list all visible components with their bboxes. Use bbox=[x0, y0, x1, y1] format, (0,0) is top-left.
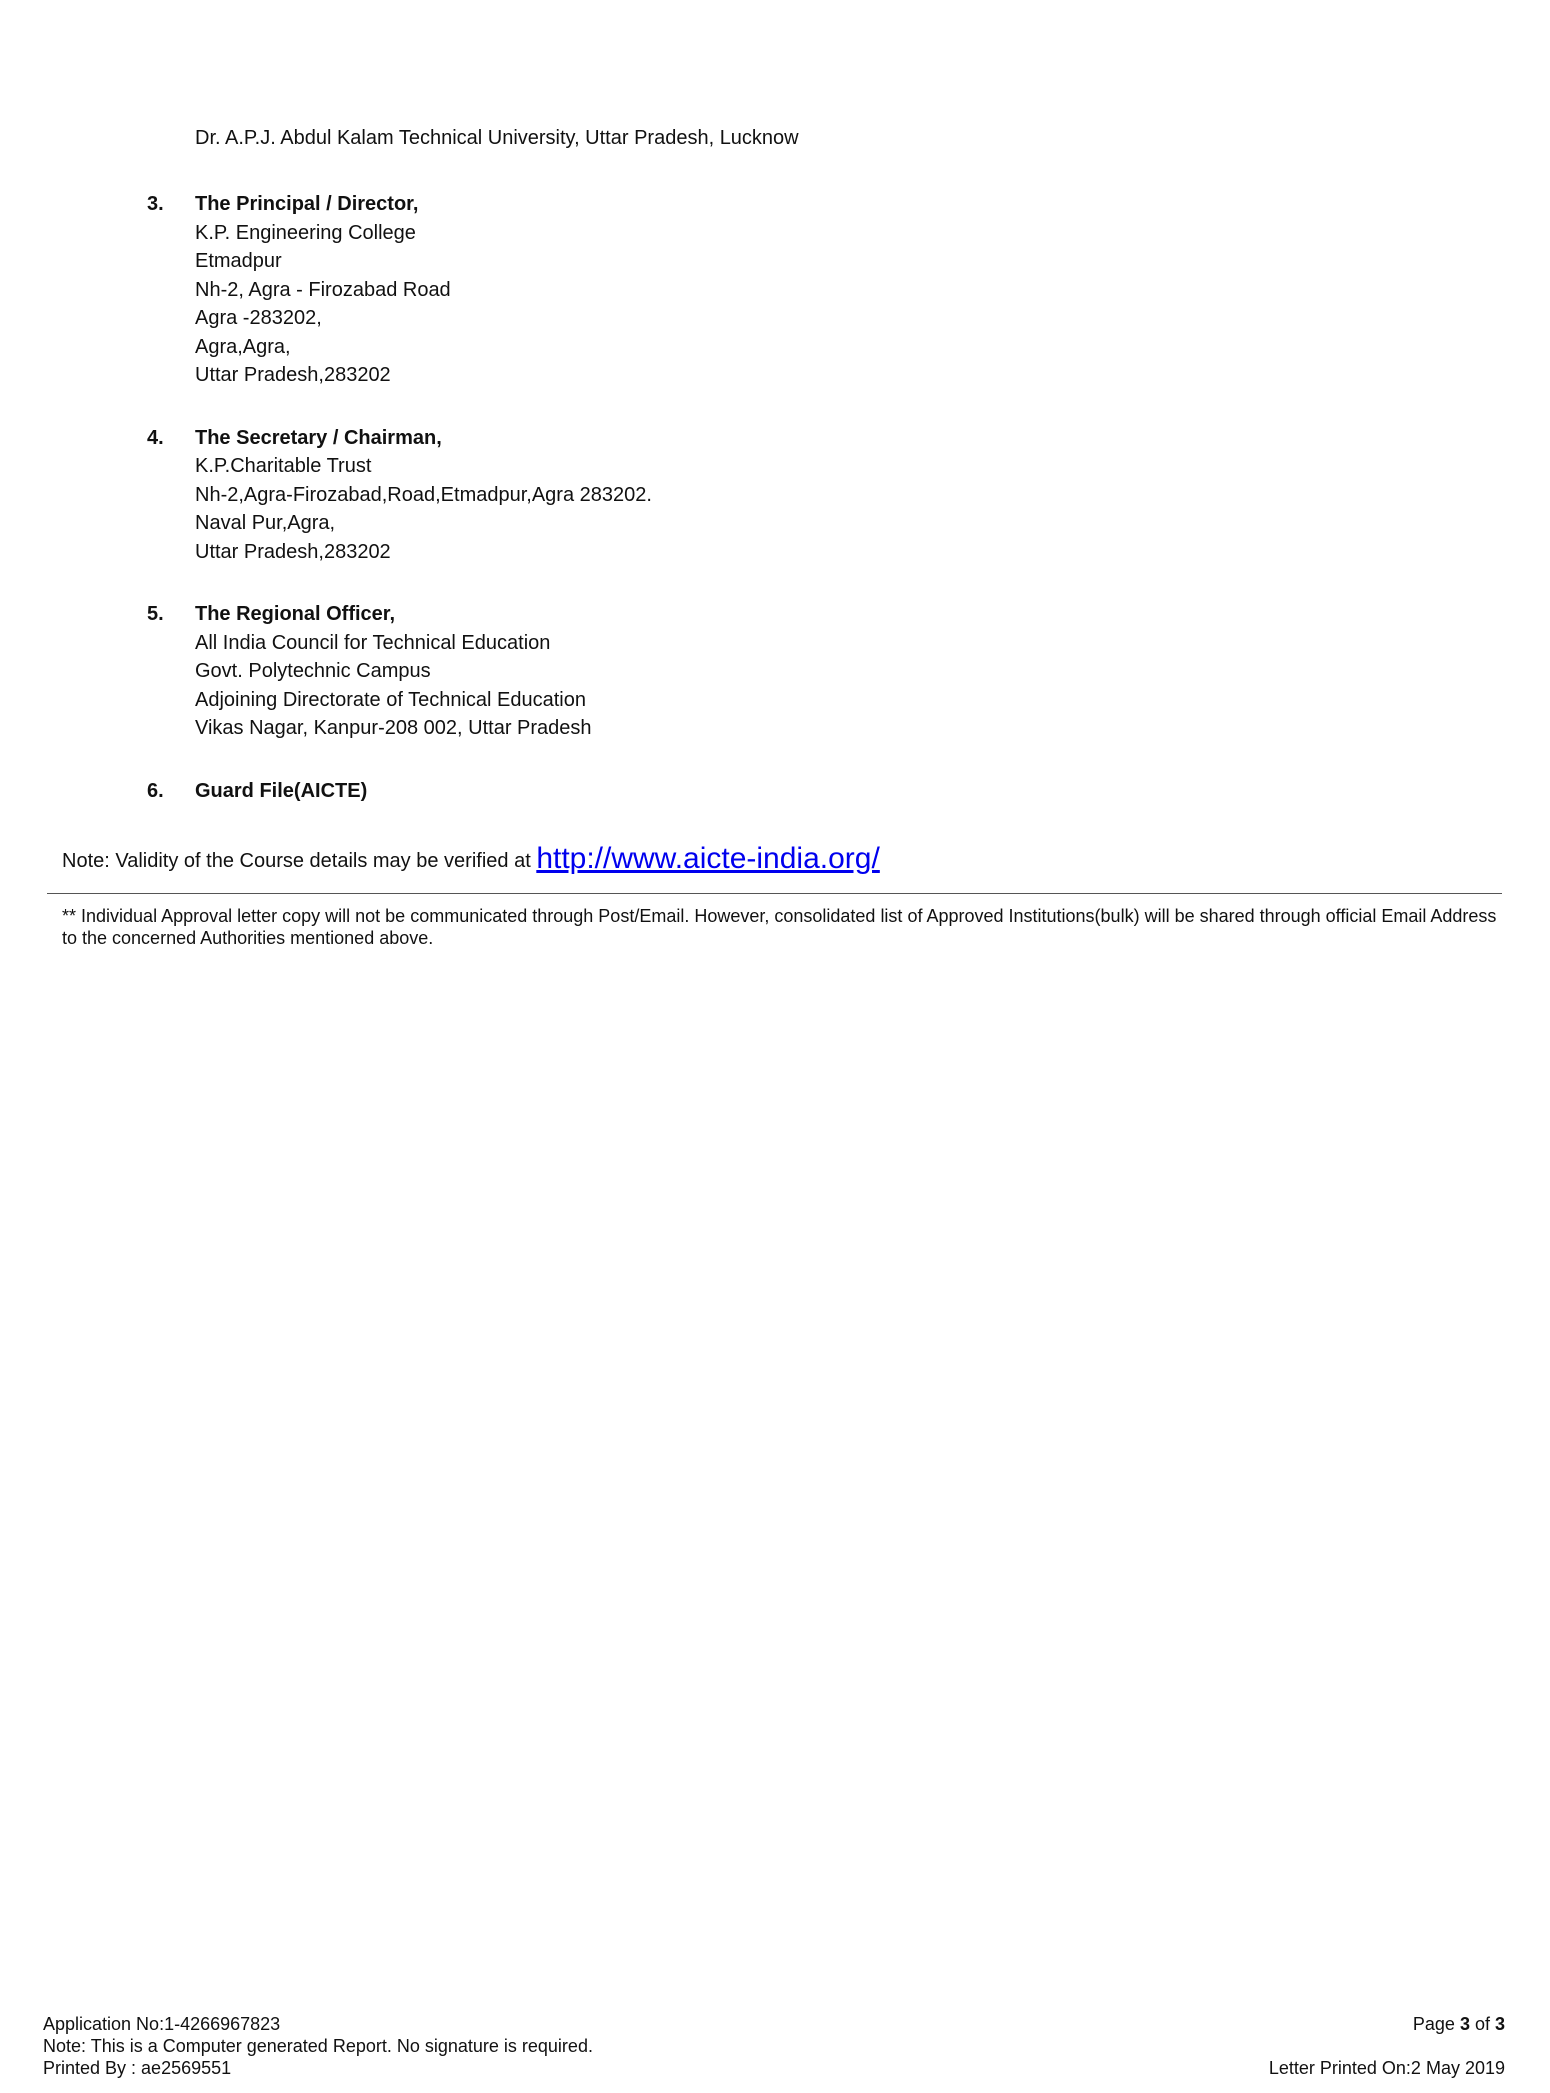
recipient-list bbox=[0, 190, 1550, 839]
recipient-entry bbox=[0, 777, 1550, 806]
entry-title: Guard File(AICTE) bbox=[195, 779, 368, 802]
recipient-entry bbox=[0, 424, 1550, 567]
page-prefix: Page bbox=[1412, 2014, 1460, 2034]
entry-number: 6. bbox=[147, 779, 164, 802]
address-line: Uttar Pradesh,283202 bbox=[195, 540, 391, 563]
address-line: Uttar Pradesh,283202 bbox=[195, 364, 391, 386]
address-line: Etmadpur bbox=[195, 250, 282, 272]
recipient-entry bbox=[0, 600, 1550, 743]
continuation-line: Dr. A.P.J. Abdul Kalam Technical University, Uttar Pradesh, Lucknow bbox=[195, 127, 799, 149]
entry-number: 4. bbox=[147, 426, 164, 449]
page-indicator bbox=[1413, 2013, 1505, 2035]
aicte-website-link[interactable]: http://www.aicte-india.org/ bbox=[536, 842, 880, 875]
address-line: All India Council for Technical Education bbox=[195, 631, 551, 654]
address-line: Nh-2, Agra - Firozabad Road bbox=[195, 278, 451, 301]
address-line: Agra,Agra, bbox=[195, 335, 291, 358]
validity-note bbox=[62, 838, 880, 881]
entry-title: The Principal / Director, bbox=[195, 193, 419, 215]
address-line: Nh-2,Agra-Firozabad,Road,Etmadpur,Agra 283202. bbox=[195, 483, 652, 506]
page-of: of bbox=[1469, 2014, 1495, 2034]
validity-note-text: Note: Validity of the Course details may be verified at bbox=[62, 850, 537, 872]
address-line: Adjoining Directorate of Technical Education bbox=[195, 688, 586, 711]
footnote: ** Individual Approval letter copy will not be communicated through Post/Email. However, consolidated list of Approved Institutions(bulk) will be shared through official Email Address to the concerned Authorities mentioned above. bbox=[62, 906, 1497, 948]
page-total: 3 bbox=[1494, 2014, 1505, 2034]
address-line: Agra -283202, bbox=[195, 307, 322, 329]
entry-title: The Regional Officer, bbox=[195, 603, 396, 625]
entry-number: 3. bbox=[147, 193, 164, 215]
entry-title: The Secretary / Chairman, bbox=[195, 426, 442, 449]
address-line: Naval Pur,Agra, bbox=[195, 512, 336, 534]
footer-info bbox=[43, 2013, 593, 2079]
entry-number: 5. bbox=[147, 603, 164, 625]
computer-generated-note: Note: This is a Computer generated Report. No signature is required. bbox=[43, 2036, 593, 2056]
address-line: K.P. Engineering College bbox=[195, 221, 416, 244]
recipient-entry bbox=[0, 190, 1550, 390]
address-line: Vikas Nagar, Kanpur-208 002, Uttar Pradesh bbox=[195, 717, 592, 739]
page-current: 3 bbox=[1459, 2014, 1470, 2034]
horizontal-divider bbox=[47, 893, 1502, 894]
letter-printed-on: Letter Printed On:2 May 2019 bbox=[1268, 2058, 1505, 2078]
address-line: Govt. Polytechnic Campus bbox=[195, 660, 431, 682]
address-line: K.P.Charitable Trust bbox=[195, 455, 372, 477]
printed-by: Printed By : ae2569551 bbox=[43, 2058, 232, 2078]
application-number: Application No:1-4266967823 bbox=[43, 2014, 281, 2034]
